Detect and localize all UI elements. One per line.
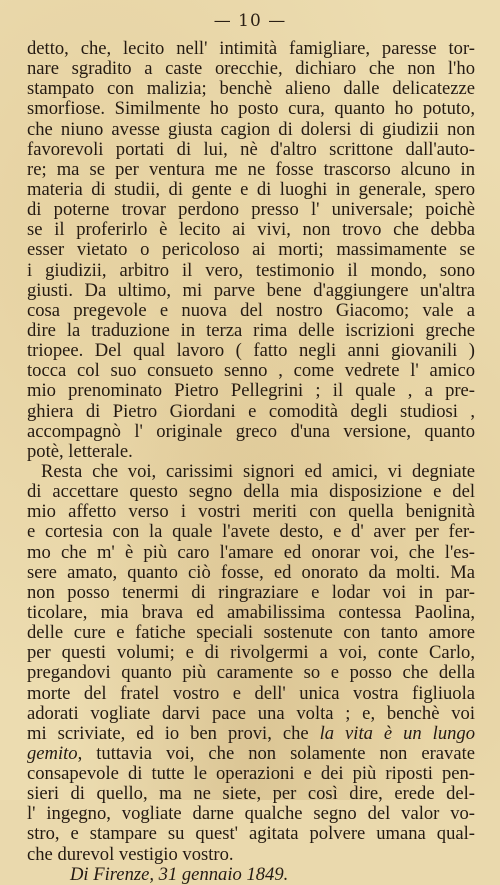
text-line: i giudizii, arbitro il vero, testimonio il mondo, sono (27, 259, 475, 281)
page-number: — 10 — (213, 11, 287, 31)
text-line: di poterne trovar perdono presso l' universale; poichè (27, 199, 475, 221)
text-line: triopee. Del qual lavoro ( fatto negli anni giovanili ) (27, 340, 475, 362)
text-line: consapevole di tutte le operazioni e dei più riposti pen- (27, 763, 475, 785)
text-line: pregandovi quanto più caramente so e posso che della (27, 662, 475, 684)
text-line: ticolare, mia brava ed amabilissima contessa Paolina, (27, 601, 475, 623)
text-line: se il proferirlo è lecito ai vivi, non trovo che debba (27, 219, 475, 241)
text-line (27, 724, 475, 744)
text-line: per questi volumi; e di rivolgermi a voi, conte Carlo, (27, 642, 475, 664)
text-line: smorfiose. Similmente ho posto cura, quanto ho potuto, (27, 98, 475, 120)
text-line: mio affetto verso i vostri meriti con quella benignità (27, 501, 475, 523)
italic-quote: la vita è un lungo (319, 722, 476, 744)
text-line: l' ingegno, vogliate darne qualche segno del valor vo- (27, 803, 475, 825)
text-line: Resta che voi, carissimi signori ed amici, vi degniate (41, 460, 475, 482)
text-line: ghiera di Pietro Giordani e comodità degli studiosi , (27, 400, 475, 422)
text-line: tocca col suo consueto senno , come vedrete l' amico (27, 360, 475, 382)
text-line: mo che m' è più caro l'amare ed onorar voi, che l'es- (27, 541, 475, 563)
text-line: potè, letterale. (27, 440, 133, 462)
text-line: non posso tenermi di ringraziare e lodar voi in par- (27, 581, 475, 603)
text-line: re; ma se per ventura me ne fosse trascorso alcuno in (27, 158, 475, 180)
text-line: sieri di quello, ma ne siete, per così dire, erede del- (27, 783, 475, 805)
text-line: che niuno avesse giusta cagion di dolersi di giudizii non (27, 118, 475, 140)
text-line: detto, che, lecito nell' intimità famigliare, paresse tor- (27, 38, 475, 59)
text-line: nare sgradito a caste orecchie, dichiaro che non l'ho (27, 58, 475, 80)
text-line: sere amato, quanto ciò fosse, ed onorato da molti. Ma (27, 561, 475, 583)
closing-dateline: Di Firenze, 31 gennaio 1849. (70, 863, 289, 885)
text-run: , tuttavia voi, che non solamente non eravate (77, 742, 475, 764)
text-line: giusti. Da ultimo, mi parve bene d'aggiungere un'altra (27, 279, 475, 301)
text-line: cosa pregevole e nuova del nostro Giacomo; vale a (27, 299, 475, 321)
text-line: delle cure e fatiche speciali sostenute con tanto amore (27, 622, 475, 644)
text-line: morte del fratel vostro e dell' unica vostra figliuola (27, 682, 475, 704)
text-line: accompagnò l' originale greco d'una versione, quanto (27, 420, 475, 442)
body-text (27, 39, 475, 885)
italic-quote: gemito (27, 742, 78, 764)
text-line: adorati vogliate darvi pace una volta ; e, benchè voi (27, 702, 475, 724)
text-line: favorevoli portati di lui, nè d'altro scrittone dall'auto- (27, 138, 475, 160)
text-line: di accettare questo segno della mia disposizione e del (27, 481, 475, 503)
text-line: che durevol vestigio vostro. (27, 843, 234, 865)
text-line (27, 744, 475, 764)
text-line: e cortesia con la quale l'avete desto, e d' aver per fer- (27, 521, 475, 543)
text-line: stampato con malizia; benchè alieno dalle delicatezze (27, 78, 475, 100)
text-line: materia di studii, di gente e di luoghi in generale, spero (27, 178, 475, 200)
text-line: esser vietato o pericoloso ai morti; massimamente se (27, 239, 475, 261)
text-line: mio prenominato Pietro Pellegrini ; il quale , a pre- (27, 380, 475, 402)
text-line: dire la traduzione in terza rima delle iscrizioni greche (27, 319, 475, 341)
text-run: mi scriviate, ed io ben provi, che (27, 722, 320, 744)
text-line: stro, e stampare su quest' agitata polvere umana qual- (27, 823, 475, 845)
